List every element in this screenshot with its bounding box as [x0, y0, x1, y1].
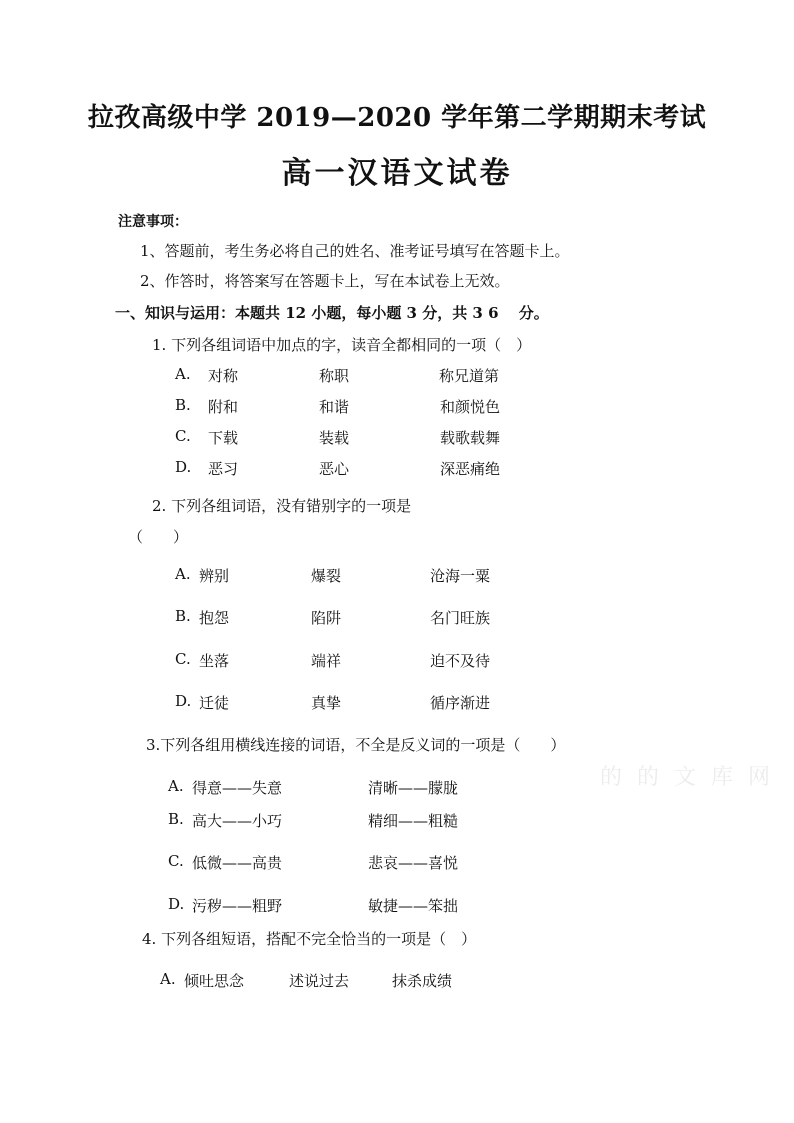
question-stem-3: 3.下列各组用横线连接的词语，不全是反义词的一项是（ ）	[146, 736, 566, 754]
exam-subtitle: 高一汉语文试卷	[281, 156, 513, 191]
option-word: 和颜悦色	[440, 398, 501, 416]
option-word: 称兄道第	[439, 367, 500, 385]
option-label: C.	[168, 852, 184, 870]
option-word: 污秽——粗野	[192, 897, 283, 915]
option-word: 沧海一粟	[430, 567, 491, 585]
option-label: A.	[175, 565, 191, 583]
option-word: 抱怨	[199, 609, 230, 627]
option-word: 对称	[208, 367, 239, 385]
option-word: 装载	[319, 429, 350, 447]
option-label: B.	[175, 607, 191, 625]
note-item: 1、答题前，考生务必将自己的姓名、准考证号填写在答题卡上。	[140, 242, 570, 260]
option-word: 倾吐思念	[184, 972, 245, 990]
option-word: 端祥	[311, 652, 342, 670]
option-word: 得意——失意	[192, 779, 283, 797]
section-heading: 一、知识与运用：本题共 12 小题，每小题 3 分，共 3 6 分。	[115, 304, 549, 322]
option-word: 下载	[208, 429, 239, 447]
option-word: 爆裂	[311, 567, 342, 585]
notes-heading: 注意事项：	[118, 214, 188, 230]
option-word: 恶心	[319, 460, 350, 478]
question-stem-1: 1. 下列各组词语中加点的字，读音全都相同的一项（ ）	[152, 336, 532, 354]
option-word: 迫不及待	[430, 652, 491, 670]
option-word: 陷阱	[311, 609, 342, 627]
option-label: A.	[175, 365, 191, 383]
option-word: 名门旺族	[430, 609, 491, 627]
option-word: 辨别	[199, 567, 230, 585]
question-stem-2-cont: （ ）	[128, 528, 189, 546]
option-label: B.	[175, 396, 191, 414]
option-word: 述说过去	[289, 972, 350, 990]
option-word: 附和	[208, 398, 239, 416]
option-word: 精细——粗糙	[368, 812, 459, 830]
watermark: 的 的 文 库 网	[600, 765, 774, 790]
option-label: C.	[175, 427, 191, 445]
question-stem-2: 2. 下列各组词语，没有错别字的一项是	[152, 497, 412, 515]
option-label: B.	[168, 810, 184, 828]
option-label: D.	[175, 458, 192, 476]
option-label: A.	[168, 777, 184, 795]
option-word: 悲哀——喜悦	[368, 854, 459, 872]
option-word: 敏捷——笨拙	[368, 897, 459, 915]
exam-title: 拉孜高级中学 2019—2020 学年第二学期期末考试	[87, 103, 707, 133]
option-word: 真挚	[311, 694, 342, 712]
option-word: 坐落	[199, 652, 230, 670]
option-word: 和谐	[319, 398, 350, 416]
note-item: 2、作答时，将答案写在答题卡上，写在本试卷上无效。	[140, 272, 510, 290]
option-word: 清晰——朦胧	[368, 779, 459, 797]
option-label: D.	[175, 692, 192, 710]
option-word: 高大——小巧	[192, 812, 283, 830]
option-word: 循序渐进	[430, 694, 491, 712]
option-word: 抹杀成绩	[392, 972, 453, 990]
option-word: 深恶痛绝	[440, 460, 501, 478]
option-label: D.	[168, 895, 185, 913]
option-word: 低微——高贵	[192, 854, 283, 872]
option-word: 载歌载舞	[440, 429, 501, 447]
option-word: 迁徒	[199, 694, 230, 712]
option-word: 恶习	[208, 460, 239, 478]
option-label: C.	[175, 650, 191, 668]
question-stem-4: 4. 下列各组短语，搭配不完全恰当的一项是（ ）	[142, 930, 477, 948]
option-word: 称职	[319, 367, 350, 385]
option-label: A.	[160, 970, 176, 988]
